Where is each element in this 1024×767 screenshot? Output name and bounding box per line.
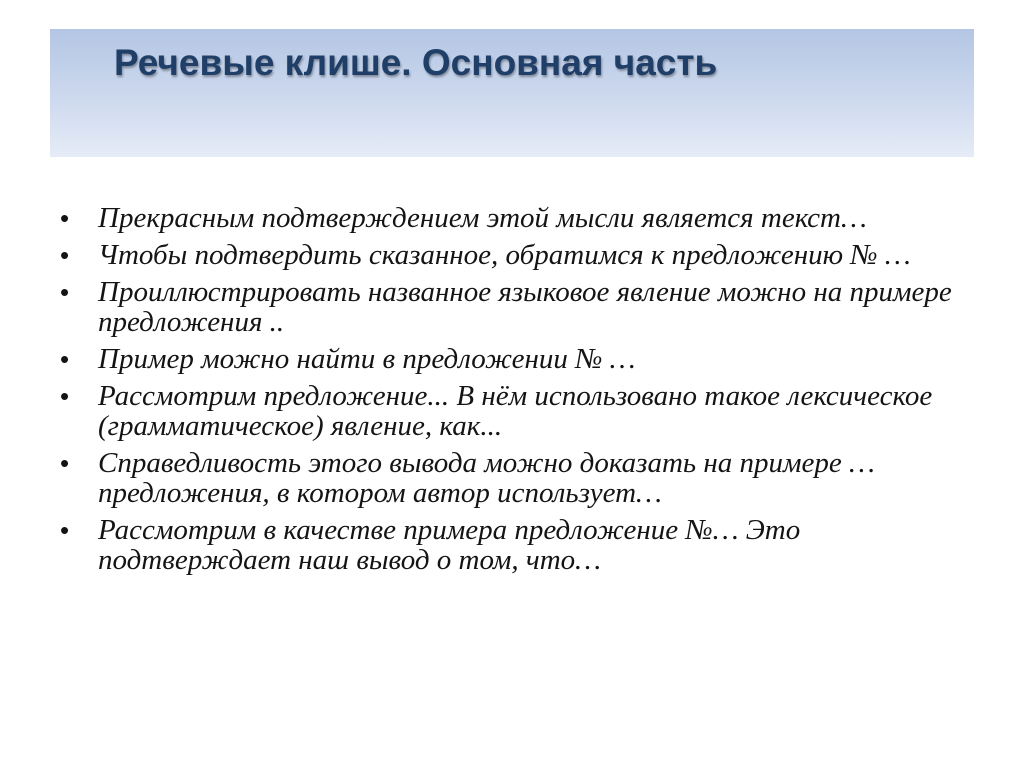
bullet-icon: • (60, 344, 70, 374)
bullet-icon: • (60, 381, 70, 411)
bullet-icon: • (60, 203, 70, 233)
list-item-text: Рассмотрим предложение... В нём использовано такое лексическое (грамматическое) явление, как... (98, 380, 933, 442)
list-item (60, 515, 960, 575)
bullet-icon: • (60, 448, 70, 478)
slide-title: Речевые клише. Основная часть (114, 42, 718, 83)
list-item-text: Проиллюстрировать названное языковое явление можно на примере предложения .. (98, 276, 952, 338)
list-item-text: Пример можно найти в предложении № … (98, 343, 636, 375)
bullet-icon: • (60, 240, 70, 270)
list-item (60, 240, 960, 270)
list-item-text: Рассмотрим в качестве примера предложение №… Это подтверждает наш вывод о том, что… (98, 514, 801, 576)
bullet-icon: • (60, 515, 70, 545)
list-item (60, 448, 960, 508)
bullet-list (60, 203, 960, 582)
list-item (60, 203, 960, 233)
list-item (60, 277, 960, 337)
list-item-text: Прекрасным подтверждением этой мысли является текст… (98, 202, 867, 234)
list-item-text: Чтобы подтвердить сказанное, обратимся к предложению № … (98, 239, 911, 271)
bullet-icon: • (60, 277, 70, 307)
list-item-text: Справедливость этого вывода можно доказать на примере … предложения, в котором автор использует… (98, 447, 875, 509)
list-item (60, 381, 960, 441)
list-item (60, 344, 960, 374)
